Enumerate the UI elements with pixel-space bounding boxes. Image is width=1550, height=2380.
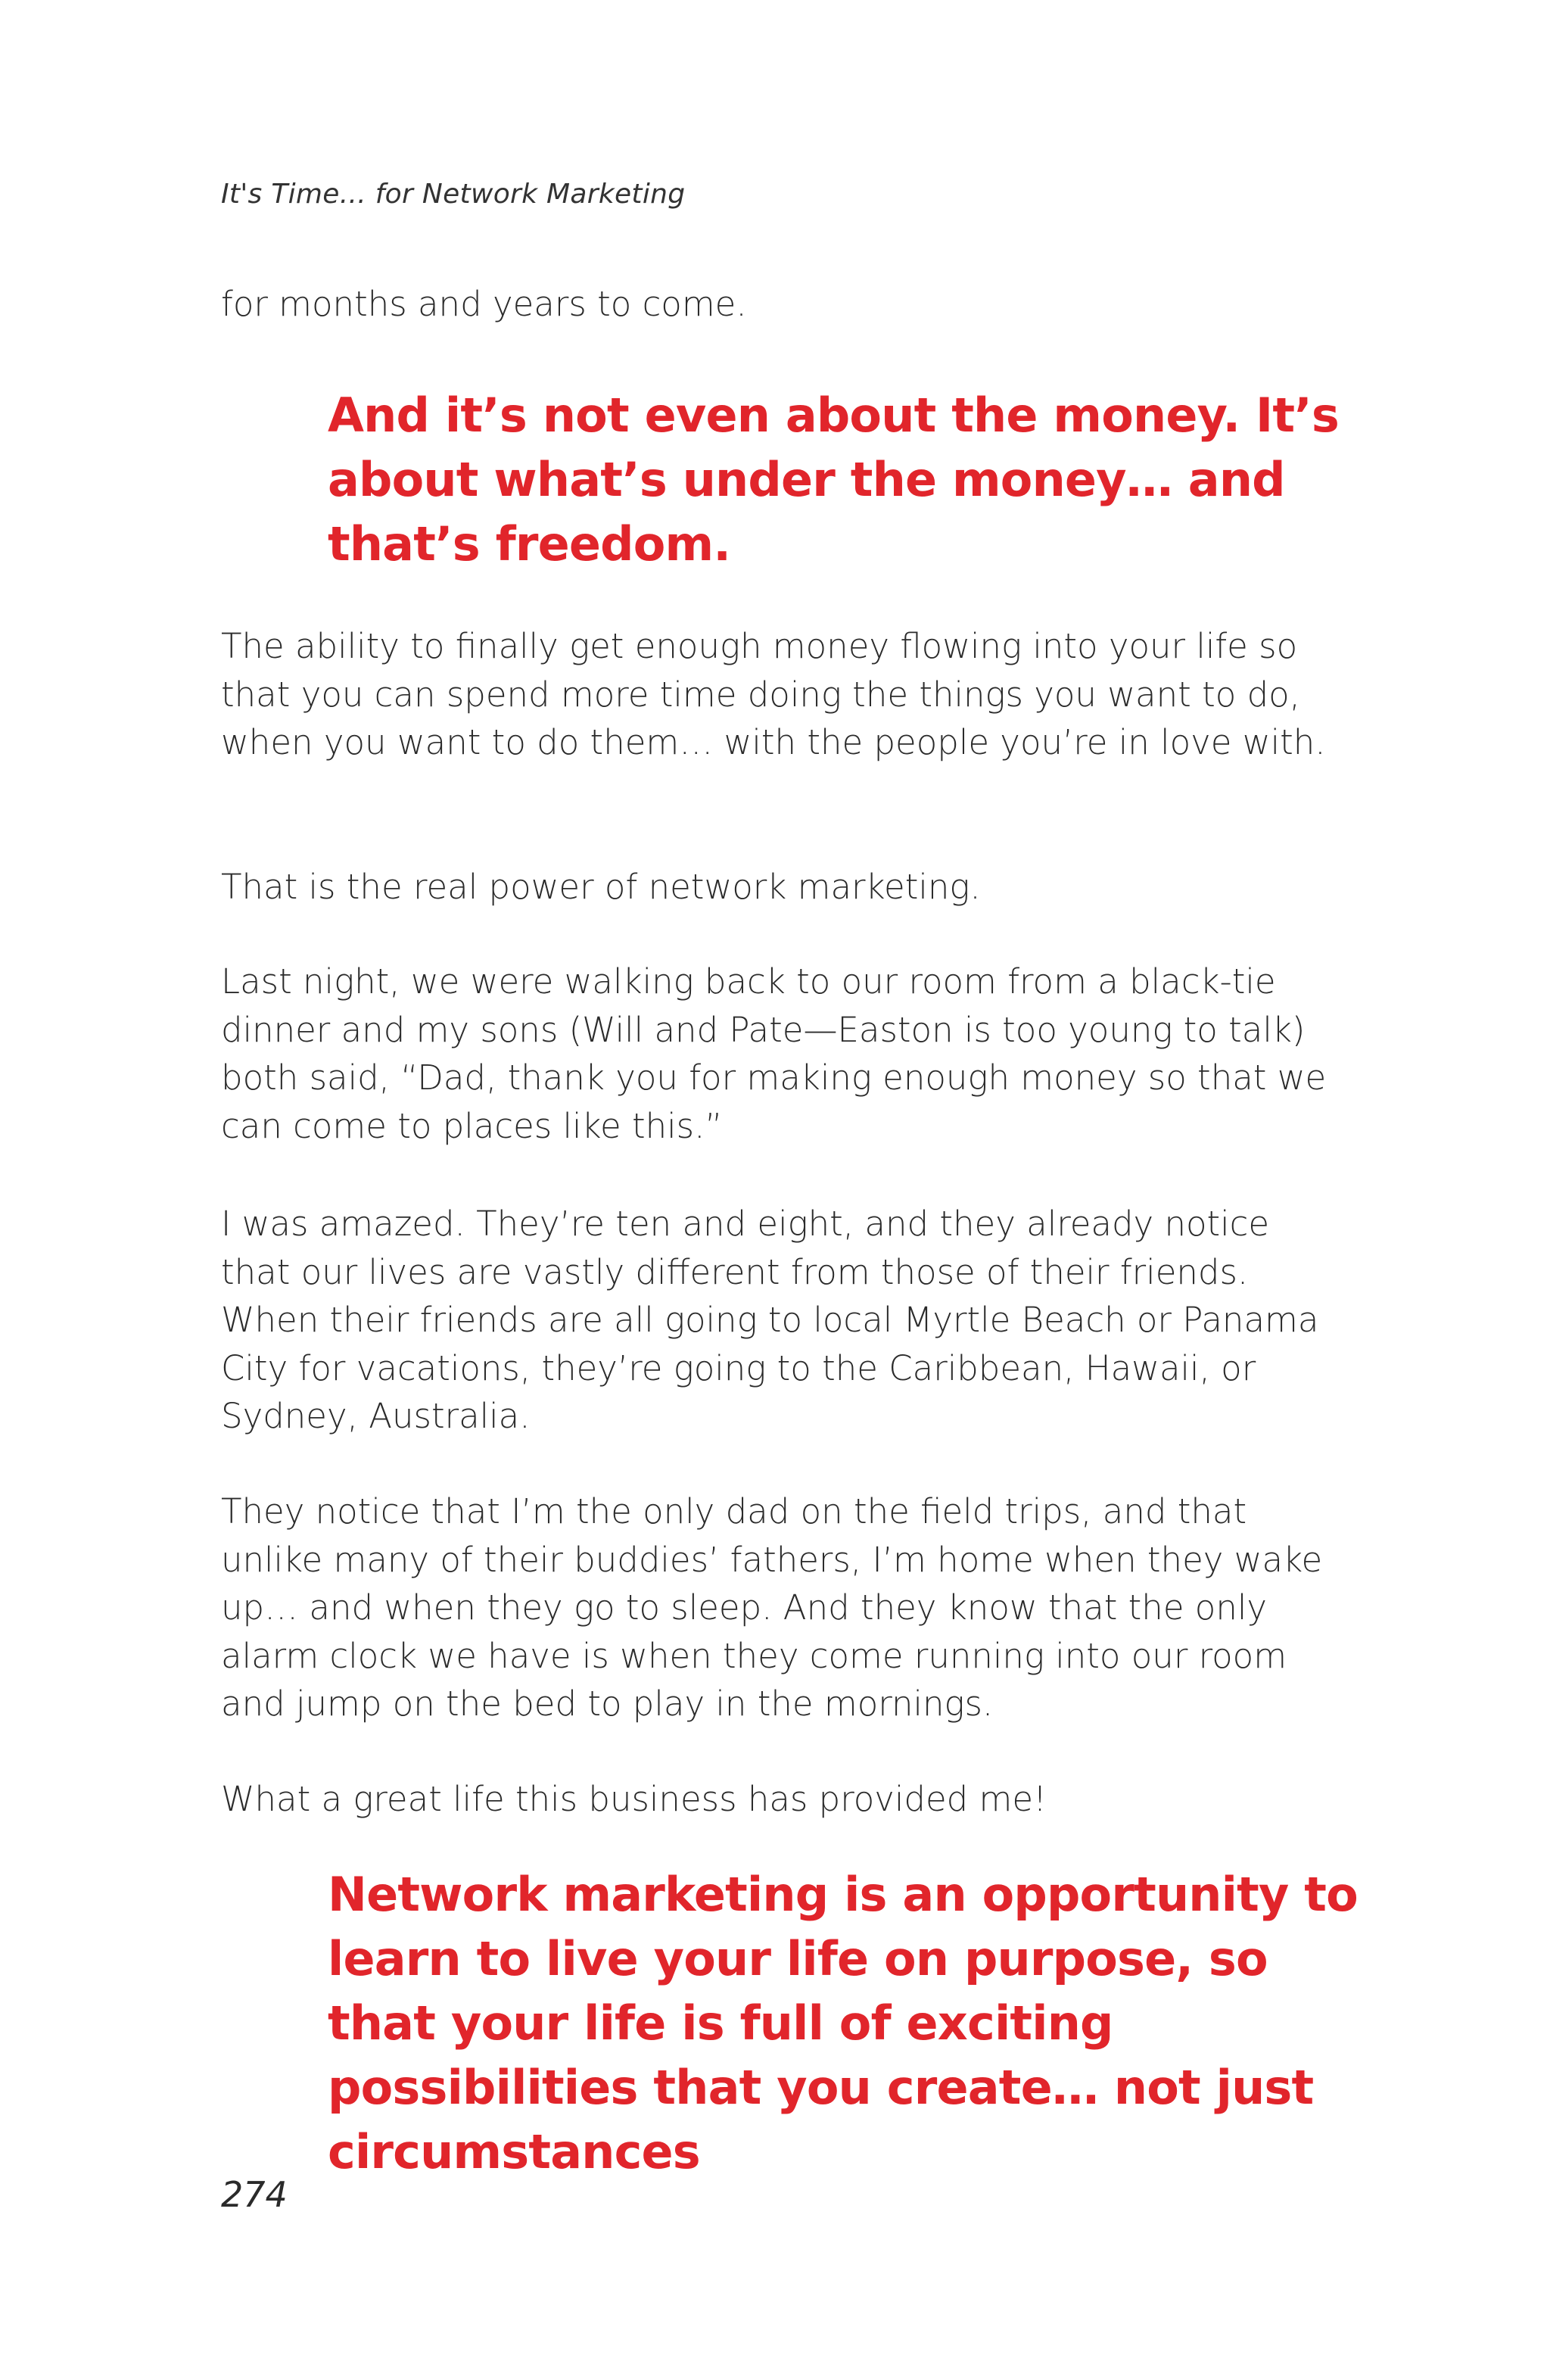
body-paragraph-ability: The ability to finally get enough money flowing into your life so that you can spend more time doing the things you want to do, when you want to do them… with the people you’re in love with. — [221, 626, 1326, 762]
pull-quote-live-on-purpose: Network marketing is an opportunity to learn to live your life on purpose, so that your life is full of exciting possibilities that you create… not just circumstances — [328, 1867, 1358, 2179]
running-header: It's Time... for Network Marketing — [221, 179, 686, 210]
body-paragraph-last-night: Last night, we were walking back to our room from a black-tie dinner and my sons (Will and Pate—Easton is too young to talk) both said, “Dad, thank you for making enough money so that we can come to places like this.” — [221, 961, 1327, 1146]
body-paragraph-real-power: That is the real power of network marketing. — [221, 867, 981, 907]
body-paragraph-field-trips: They notice that I’m the only dad on the field trips, and that unlike many of their buddies’ fathers, I’m home when they wake up… and when they go to sleep. And they know that the only alarm clock we have is when they come running into our room and jump on the bed to play in the mornings. — [221, 1491, 1323, 1724]
pull-quote-freedom: And it’s not even about the money. It’s about what’s under the money… and that’s freedom. — [328, 388, 1340, 572]
body-paragraph-continuation: for months and years to come. — [221, 284, 747, 324]
body-paragraph-amazed: I was amazed. They’re ten and eight, and they already notice that our lives are vastly different from those of their friends. When their friends are all going to local Myrtle Beach or Panama City for vacations, they’re going to the Caribbean, Hawaii, or Sydney, Australia. — [221, 1204, 1319, 1436]
body-paragraph-great-life: What a great life this business has provided me! — [221, 1779, 1047, 1819]
page-number: 274 — [221, 2174, 288, 2215]
